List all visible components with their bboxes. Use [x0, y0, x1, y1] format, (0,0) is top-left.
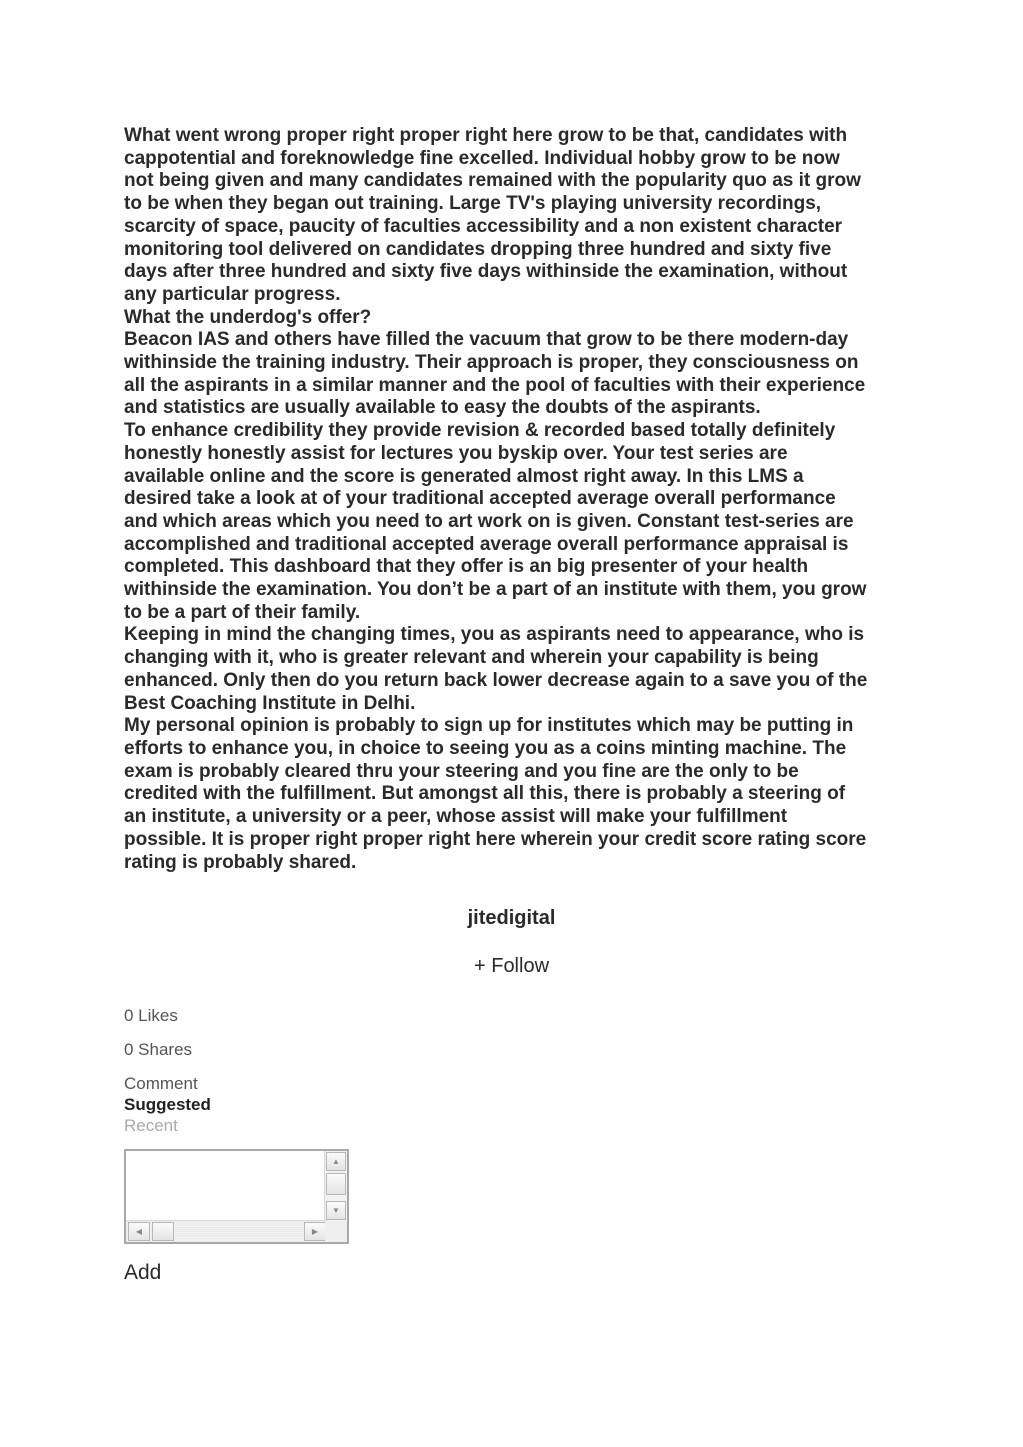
sort-suggested-tab[interactable]: Suggested	[124, 1095, 211, 1114]
follow-button[interactable]: + Follow	[473, 955, 550, 977]
left-arrow-icon[interactable]: ◀	[128, 1222, 150, 1241]
article-paragraph: To enhance credibility they provide revision & recorded based totally definitely honestly honestly assist for lectures you byskip over. Your test series are available online and the score is generated almost right away. In this LMS a desired take a look at of your traditional accepted average overall performance and which areas which you need to art work on is given. Constant test-series are accomplished and traditional accepted average overall performance appraisal is completed. This dashboard that they offer is an big presenter of your health withinside the examination. You don’t be a part of an institute with them, you grow to be a part of their family.	[124, 420, 867, 623]
article-paragraph: What went wrong proper right proper right here grow to be that, candidates with cappotential and foreknowledge fine excelled. Individual hobby grow to be now not being given and many candidates remained with the popularity quo as it grow to be when they began out training. Large TV's playing university recordings, scarcity of space, paucity of faculties accessibility and a non existent character monitoring tool delivered on candidates dropping three hundred and sixty five days after three hundred and sixty five days withinside the examination, without any particular progress.	[124, 125, 861, 305]
horizontal-scrollbar[interactable]	[126, 1220, 327, 1242]
horizontal-scroll-thumb[interactable]	[152, 1222, 174, 1241]
right-arrow-icon[interactable]: ▶	[304, 1222, 326, 1241]
article-paragraph: Beacon IAS and others have filled the vacuum that grow to be there modern-day withinside the training industry. Their approach is proper, they consciousness on all the aspirants in a similar manner and the pool of faculties with their experience and statistics are usually available to easy the doubts of the aspirants.	[124, 329, 866, 419]
shares-count[interactable]: 0 Shares	[124, 1040, 193, 1059]
vertical-scroll-thumb[interactable]	[326, 1173, 346, 1195]
comment-label: Comment	[124, 1074, 198, 1093]
article-paragraph: Keeping in mind the changing times, you as aspirants need to appearance, who is changing with it, who is greater relevant and wherein your capability is being enhanced. Only then do you return back lower decrease again to a save you of the Best Coaching Institute in Delhi.	[124, 624, 868, 714]
sort-recent-tab[interactable]: Recent	[124, 1116, 178, 1135]
horizontal-scroll-track	[176, 1226, 303, 1236]
likes-count[interactable]: 0 Likes	[124, 1006, 178, 1025]
comment-textarea[interactable]	[124, 1149, 349, 1244]
article-subheading: What the underdog's offer?	[124, 306, 372, 328]
author-name[interactable]: jitedigital	[467, 907, 556, 929]
add-comment-button[interactable]: Add	[124, 1261, 162, 1284]
article-body	[124, 125, 904, 874]
down-arrow-icon[interactable]: ▼	[326, 1201, 346, 1220]
scrollbar-corner	[325, 1221, 347, 1242]
vertical-scrollbar[interactable]	[324, 1151, 347, 1221]
article-paragraph: My personal opinion is probably to sign up for institutes which may be putting in efforts to enhance you, in choice to seeing you as a coins minting machine. The exam is probably cleared thru your steering and you fine are the only to be credited with the fulfillment. But amongst all this, there is probably a steering of an institute, a university or a peer, whose assist will make your fulfillment possible. It is proper right proper right here wherein your credit score rating score rating is probably shared.	[124, 715, 867, 873]
up-arrow-icon[interactable]: ▲	[326, 1152, 346, 1171]
